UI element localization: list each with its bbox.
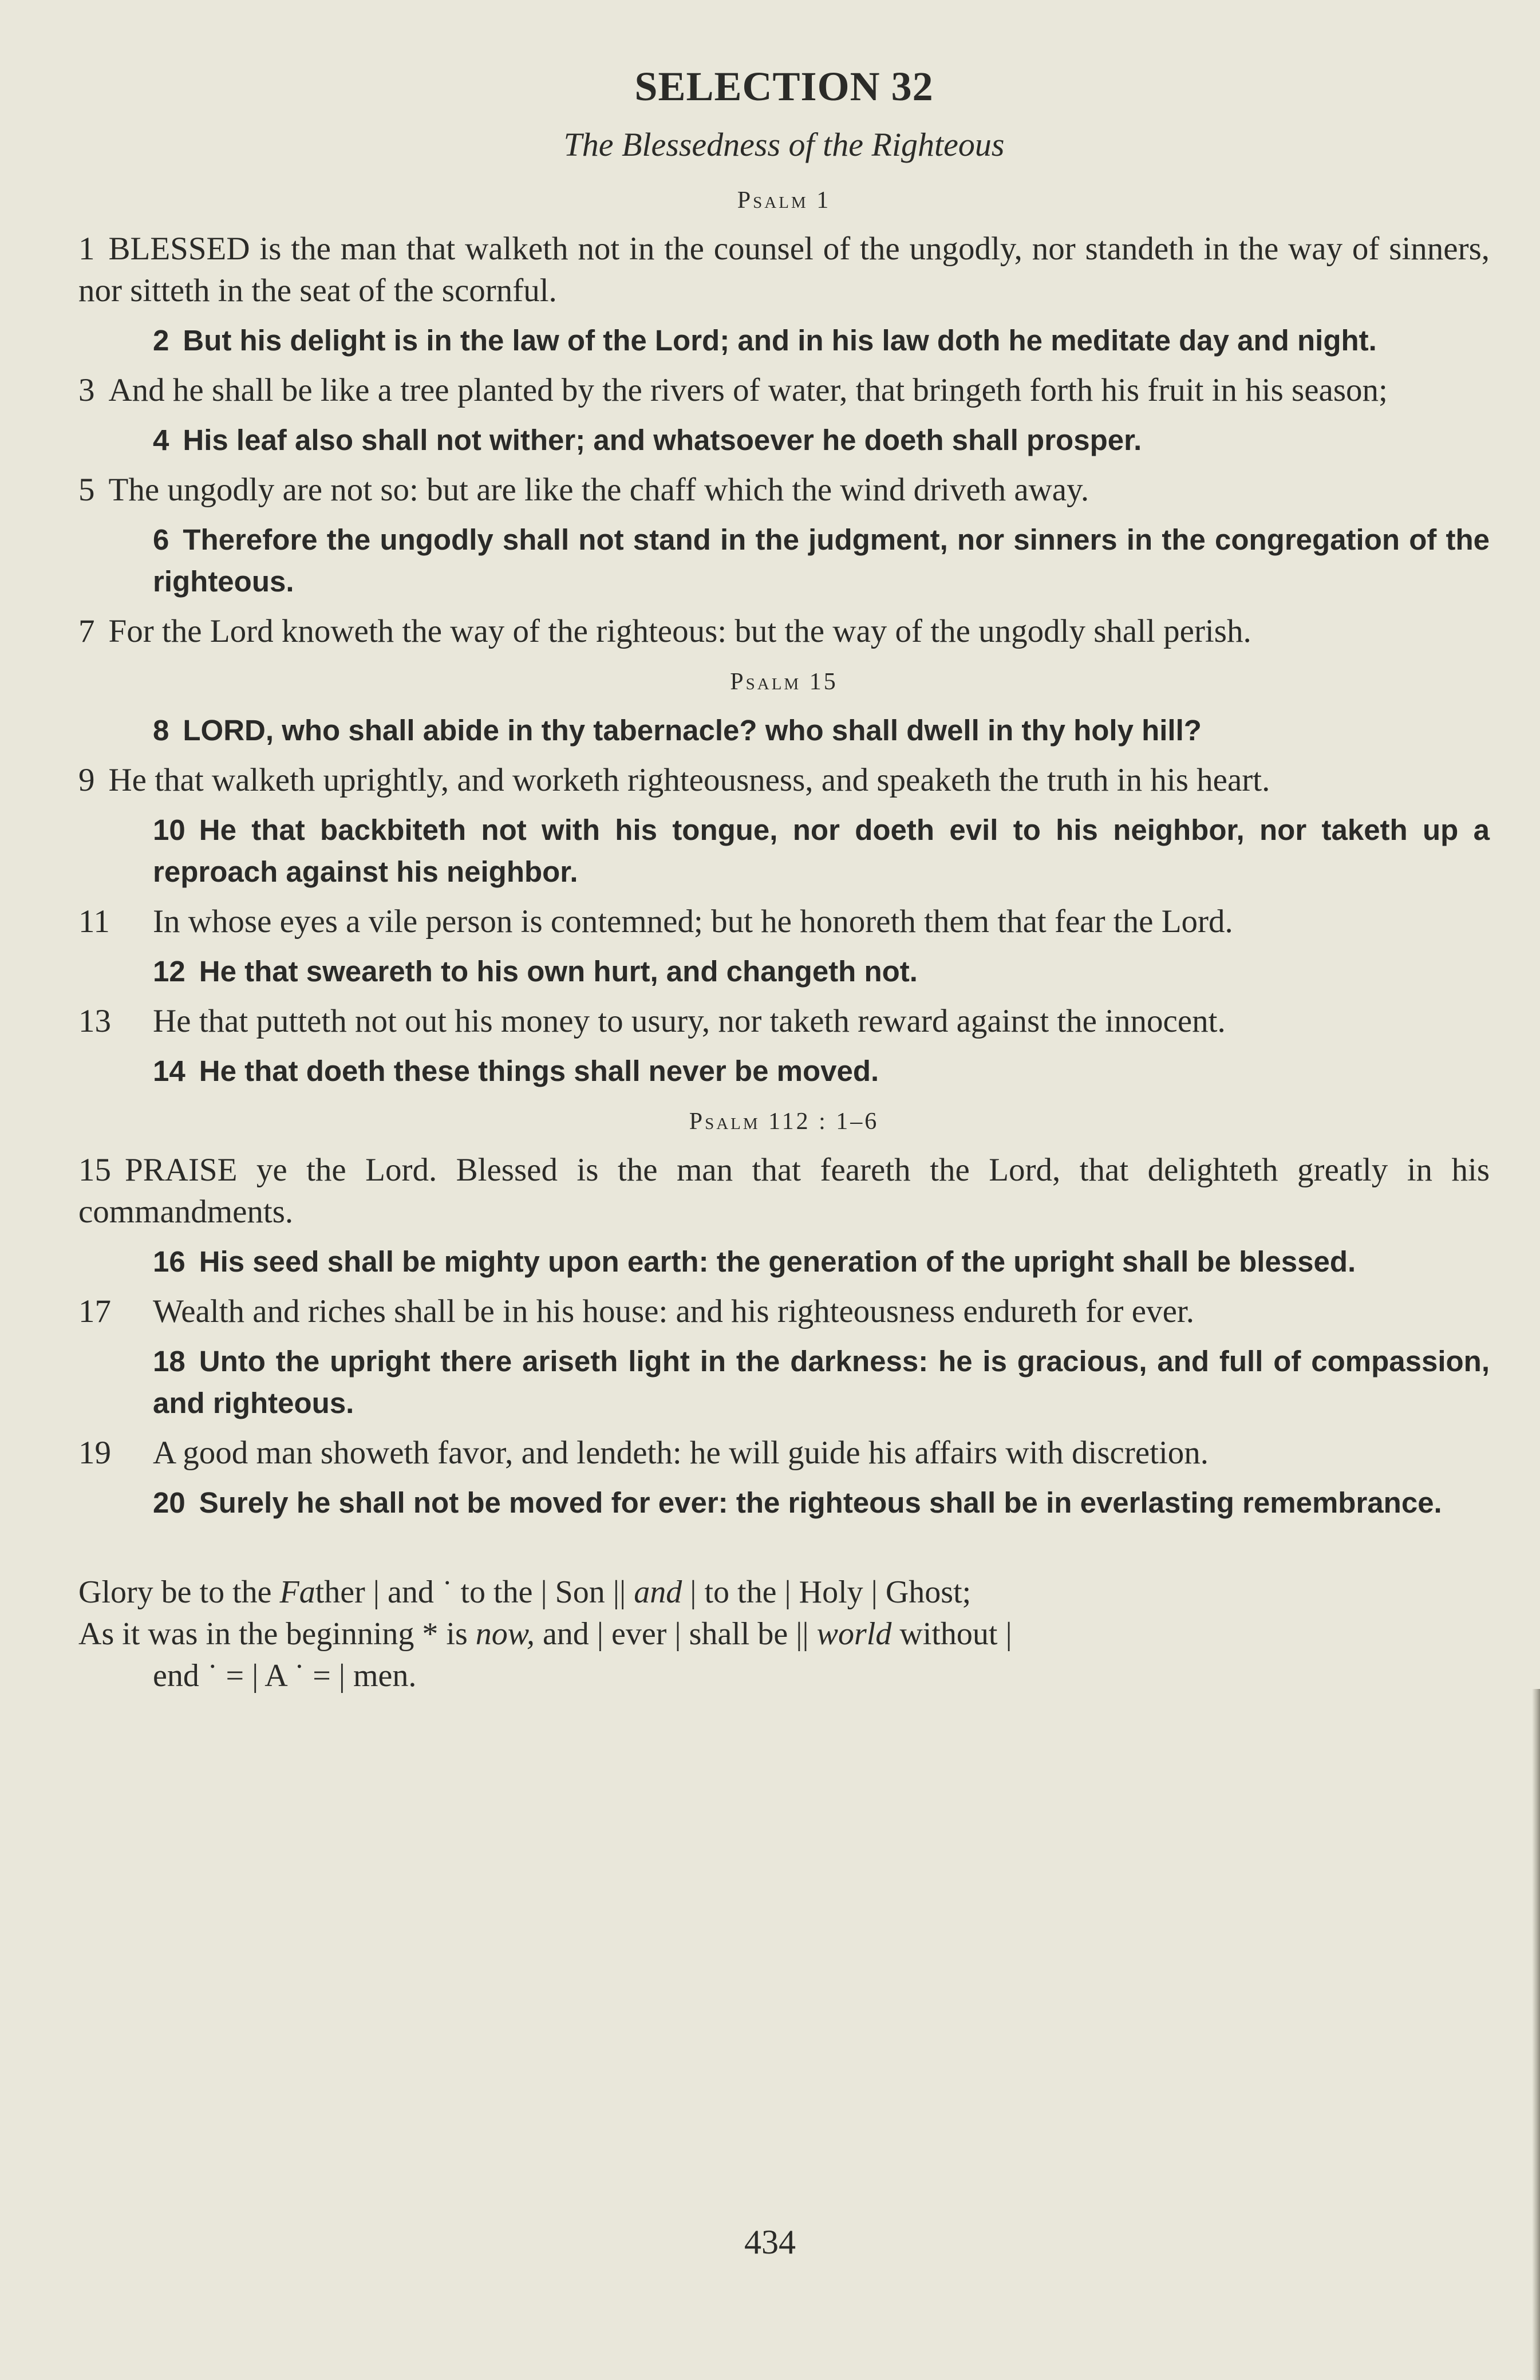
verse-text: He that putteth not out his money to usury, nor taketh reward against the innocent. xyxy=(153,1003,1226,1039)
verse-number: 9 xyxy=(78,762,95,798)
verse-number: 3 xyxy=(78,372,95,408)
gloria-line-1: Glory be to the Father | and ˙ to the | Son || and | to the | Holy | Ghost; xyxy=(78,1574,972,1610)
verse-number: 14 xyxy=(153,1055,185,1087)
verse-people xyxy=(78,1482,1490,1523)
selection-title: SELECTION 32 xyxy=(634,64,934,109)
verse-number: 11 xyxy=(78,903,110,940)
verse-people xyxy=(78,1050,1490,1092)
gloria-patri xyxy=(78,1572,1490,1697)
gloria-line-3: end ˙ = | A ˙ = | men. xyxy=(153,1658,417,1694)
verse-people xyxy=(78,519,1490,602)
verse-people xyxy=(78,950,1490,992)
verse-leader xyxy=(78,228,1490,311)
verse-text: His leaf also shall not wither; and whatsoever he doeth shall prosper. xyxy=(183,424,1142,456)
verse-text: But his delight is in the law of the Lord; and in his law doth he meditate day and night. xyxy=(183,324,1377,357)
verse-number: 12 xyxy=(153,955,185,988)
verse-text: BLESSED is the man that walketh not in the counsel of the ungodly, nor standeth in the way of sinners, nor sitteth in the seat of the scornful. xyxy=(78,231,1490,309)
verse-number: 16 xyxy=(153,1245,185,1278)
verse-people xyxy=(78,419,1490,461)
verse-number: 7 xyxy=(78,613,95,649)
verse-text: A good man showeth favor, and lendeth: he will guide his affairs with discretion. xyxy=(153,1435,1209,1471)
verse-number: 1 xyxy=(78,231,95,267)
psalm-heading: Psalm 1 xyxy=(737,187,831,214)
verse-leader xyxy=(78,759,1490,801)
verse-leader xyxy=(78,1149,1490,1233)
verse-text: In whose eyes a vile person is contemned; but he honoreth them that fear the Lord. xyxy=(153,903,1233,940)
verse-number: 20 xyxy=(153,1486,185,1519)
verse-number: 19 xyxy=(78,1435,111,1471)
verse-people xyxy=(78,809,1490,893)
verse-people xyxy=(78,1340,1490,1424)
verse-number: 10 xyxy=(153,814,185,846)
verse-leader xyxy=(78,369,1490,411)
verse-leader xyxy=(78,901,1490,942)
verse-text: PRAISE ye the Lord. Blessed is the man that feareth the Lord, that delighteth greatly in his commandments. xyxy=(78,1152,1490,1230)
psalm-heading: Psalm 15 xyxy=(730,669,838,695)
verse-leader xyxy=(78,469,1490,511)
verse-text: He that doeth these things shall never be moved. xyxy=(199,1055,879,1087)
gloria-line-2: As it was in the beginning * is now, and | ever | shall be || world without | xyxy=(78,1616,1012,1652)
verse-number: 13 xyxy=(78,1003,111,1039)
page-edge xyxy=(1532,1689,1540,2380)
verse-text: For the Lord knoweth the way of the righteous: but the way of the ungodly shall perish. xyxy=(108,613,1251,649)
psalm-heading: Psalm 112 : 1–6 xyxy=(689,1108,879,1135)
verse-leader xyxy=(78,1000,1490,1042)
verse-text: He that sweareth to his own hurt, and changeth not. xyxy=(199,955,918,988)
verse-people xyxy=(78,1241,1490,1282)
verse-number: 15 xyxy=(78,1152,111,1188)
verse-text: He that walketh uprightly, and worketh righteousness, and speaketh the truth in his heart. xyxy=(108,762,1270,798)
verse-text: The ungodly are not so: but are like the chaff which the wind driveth away. xyxy=(108,472,1089,508)
page-content xyxy=(78,63,1490,1697)
verse-text: And he shall be like a tree planted by the rivers of water, that bringeth forth his fruit in his season; xyxy=(108,372,1388,408)
verse-people xyxy=(78,709,1490,751)
verse-number: 5 xyxy=(78,472,95,508)
selection-subtitle: The Blessedness of the Righteous xyxy=(563,126,1005,163)
verse-leader xyxy=(78,1432,1490,1474)
verse-text: His seed shall be mighty upon earth: the generation of the upright shall be blessed. xyxy=(199,1245,1356,1278)
verse-text: Wealth and riches shall be in his house: and his righteousness endureth for ever. xyxy=(153,1293,1194,1329)
verse-text: Therefore the ungodly shall not stand in the judgment, nor sinners in the congregation of the righteous. xyxy=(153,523,1490,598)
verse-number: 8 xyxy=(153,714,169,747)
verse-text: Surely he shall not be moved for ever: the righteous shall be in everlasting remembrance. xyxy=(199,1486,1442,1519)
verse-number: 6 xyxy=(153,523,169,556)
verse-text: LORD, who shall abide in thy tabernacle? who shall dwell in thy holy hill? xyxy=(183,714,1202,747)
verse-text: He that backbiteth not with his tongue, nor doeth evil to his neighbor, nor taketh up a reproach against his neighbor. xyxy=(153,814,1490,888)
page-number: 434 xyxy=(744,2223,796,2261)
verse-leader xyxy=(78,1290,1490,1332)
psalm-sections xyxy=(78,187,1490,1523)
verse-text: Unto the upright there ariseth light in the darkness: he is gracious, and full of compassion, and righteous. xyxy=(153,1345,1490,1419)
verse-leader xyxy=(78,610,1490,652)
verse-number: 17 xyxy=(78,1293,111,1329)
verse-number: 18 xyxy=(153,1345,185,1378)
verse-number: 2 xyxy=(153,324,169,357)
verse-people xyxy=(78,319,1490,361)
verse-number: 4 xyxy=(153,424,169,456)
